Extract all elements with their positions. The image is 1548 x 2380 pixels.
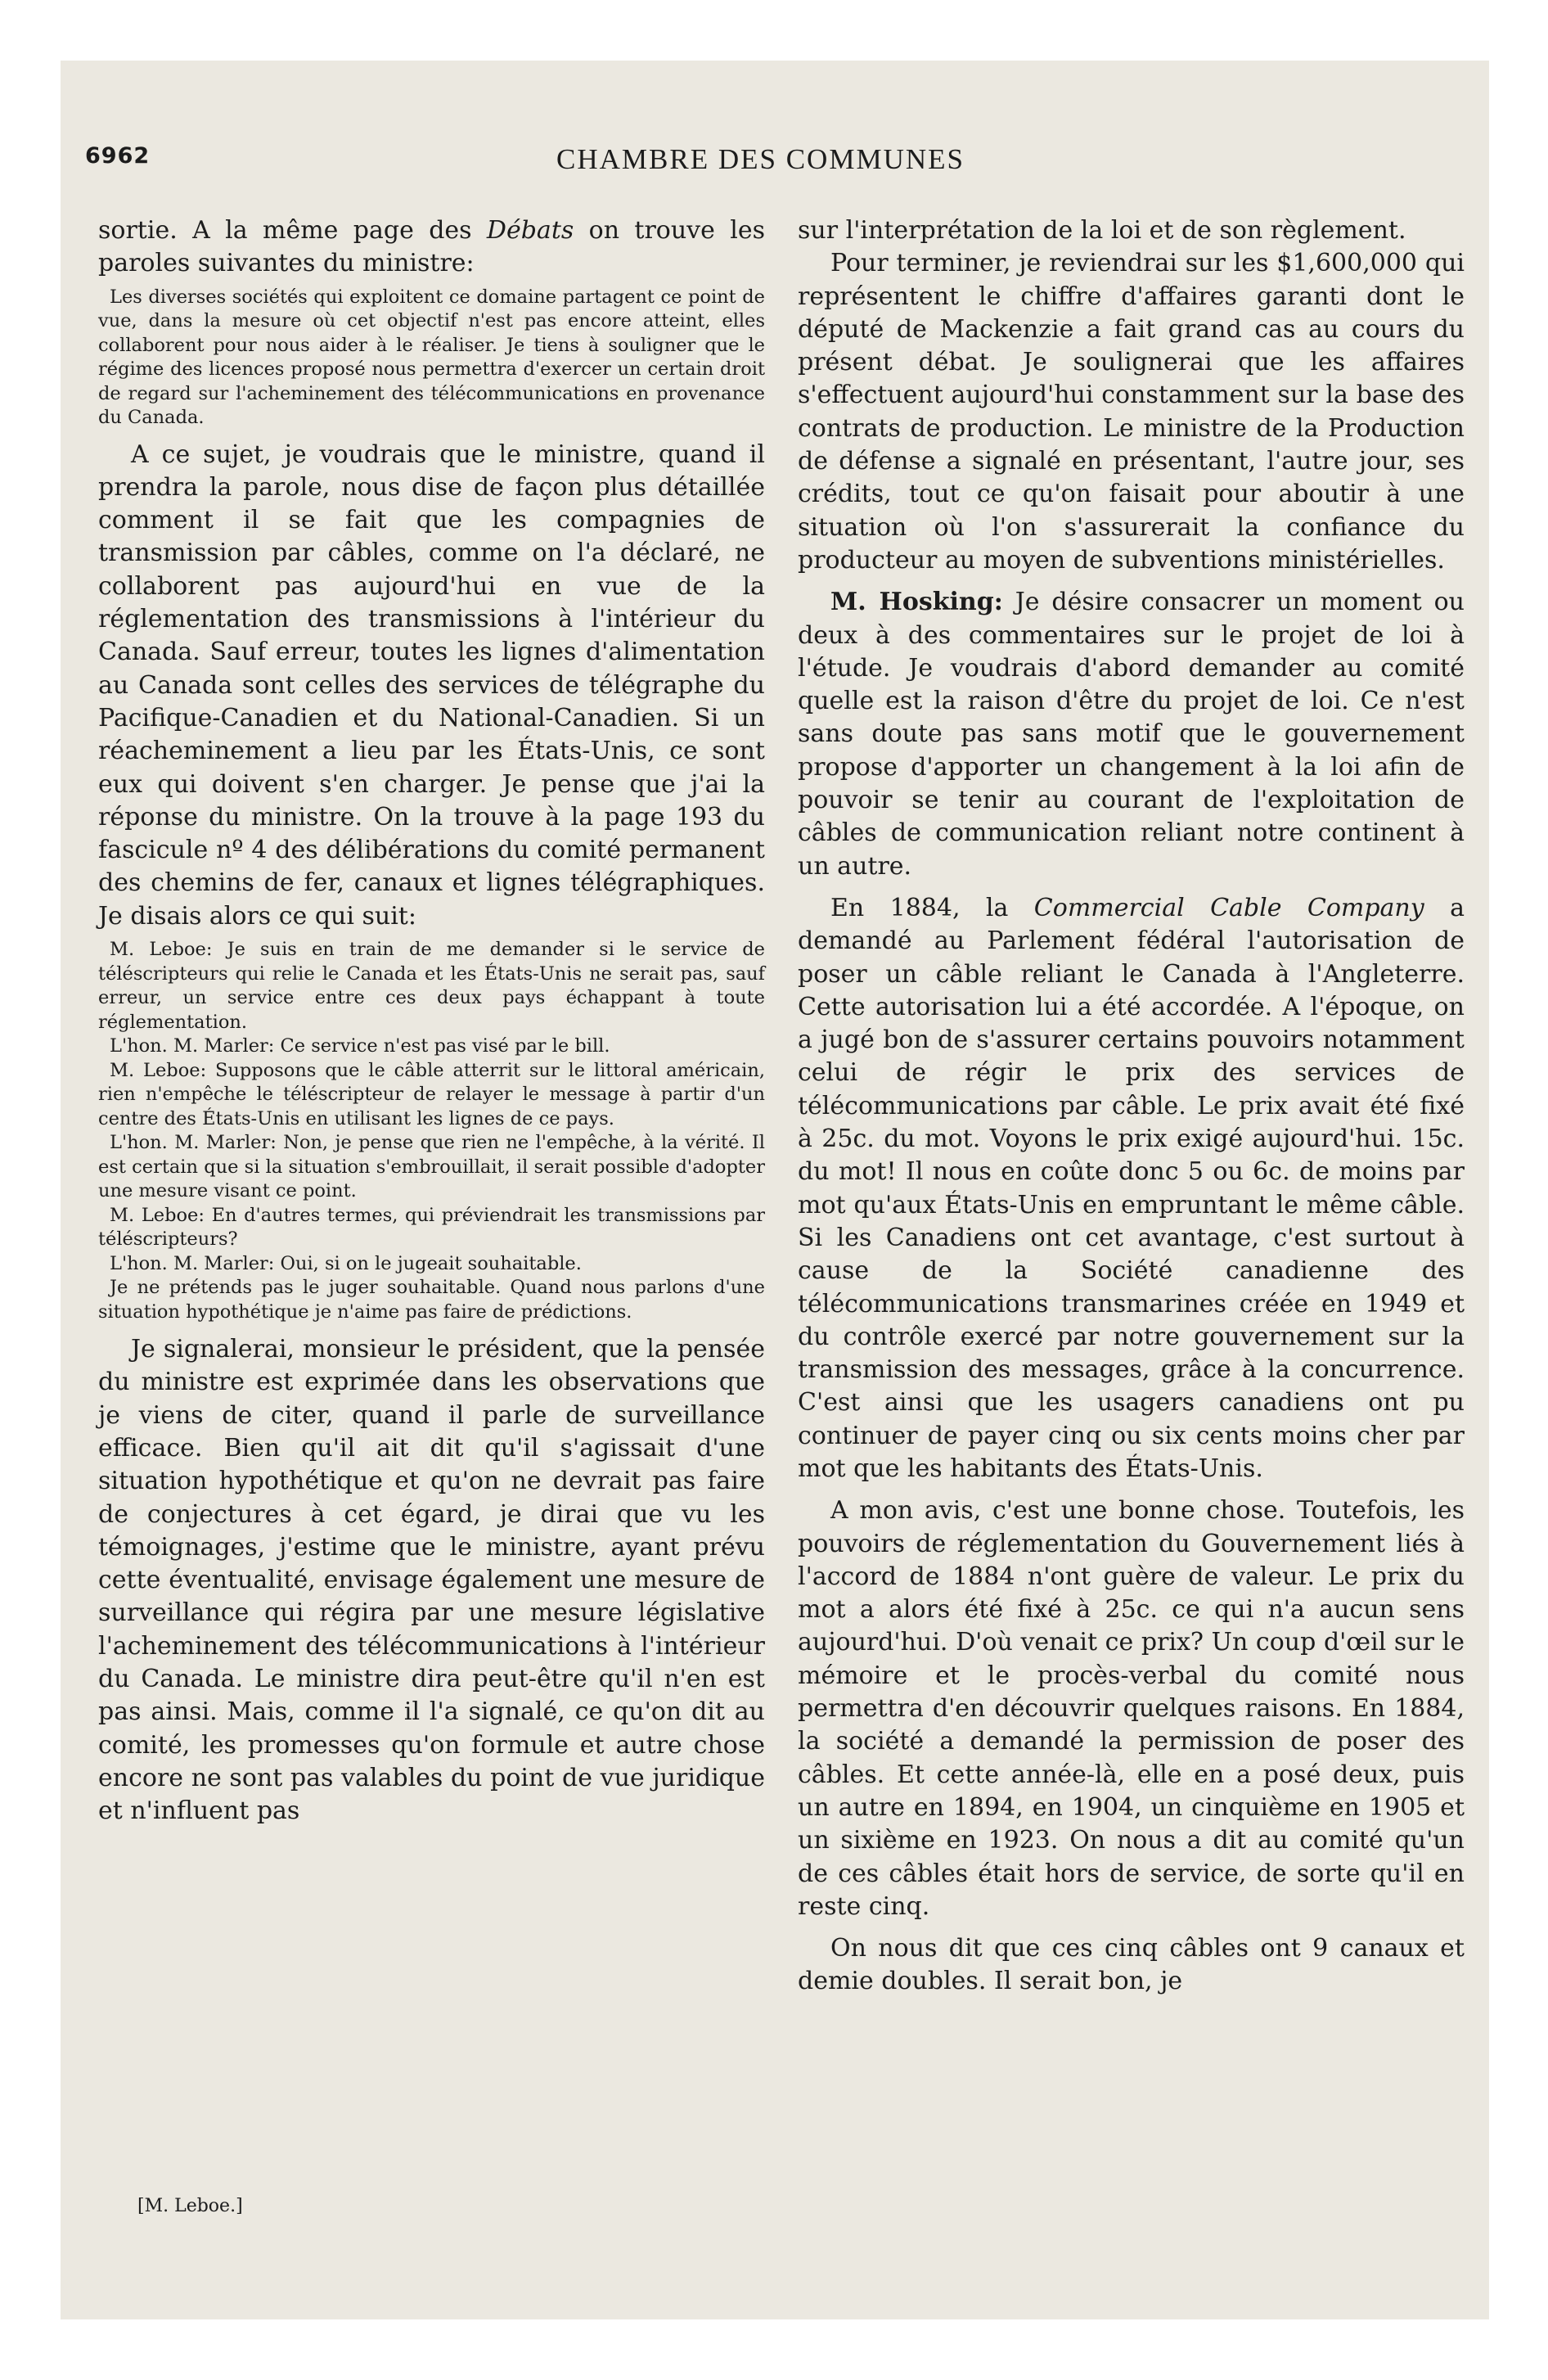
text-run: a demandé au Parlement fédéral l'autorisation de poser un câble reliant le Canada à l'Angleterre. Cette autorisation lui a été accordée. A l'époque, on a jugé bon de s'assurer certains pouvoirs notamment celui de régir le prix des services de télécommunications par câble. Le prix avait été fixé à 25c. du mot. Voyons le prix exigé aujourd'hui. 15c. du mot! Il nous en coûte donc 5 ou 6c. de moins par mot qu'aux États-Unis en empruntant le même câble. Si les Canadiens ont cet avantage, c'est surtout à cause de la Société canadienne des télécommunications transmarines créée en 1949 et du contrôle exercé par notre gouvernement sur la transmission des messages, grâce à la concurrence. C'est ainsi que les usagers canadiens ont pu continuer de payer cinq ou six cents moins cher par mot que les habitants des États-Unis.	[798, 893, 1465, 1483]
quote-block	[98, 286, 765, 430]
speaker-name: M. Hosking:	[830, 588, 1003, 617]
italic-company-name: Commercial Cable Company	[1033, 893, 1424, 922]
committee-transcript	[98, 938, 765, 1324]
text-run: on trouve les paroles suivantes du ministre:	[98, 216, 766, 278]
right-column	[798, 214, 1465, 1999]
transcript-line: L'hon. M. Marler: Ce service n'est pas visé par le bill.	[110, 1035, 610, 1057]
transcript-line: L'hon. M. Marler: Non, je pense que rien ne l'empêche, à la vérité. Il est certain que si la situation s'embrouillait, il serait possible d'adopter une mesure visant ce point.	[98, 1132, 765, 1202]
paragraph: A mon avis, c'est une bonne chose. Toutefois, les pouvoirs de réglementation du Gouvernement liés à l'accord de 1884 n'ont guère de valeur. Le prix du mot a alors été fixé à 25c. ce qui n'a aucun sens aujourd'hui. D'où venait ce prix? Un coup d'œil sur le mémoire et le procès-verbal du comité nous permettra d'en découvrir quelques raisons. En 1884, la société a demandé la permission de poser des câbles. Et cette année-là, elle en a posé deux, puis un autre en 1894, en 1904, un cinquième en 1905 et un sixième en 1923. On nous a dit au comité qu'un de ces câbles était hors de service, de sorte qu'il en reste cinq.	[798, 1496, 1465, 1921]
paragraph: On nous dit que ces cinq câbles ont 9 canaux et demie doubles. Il serait bon, je	[798, 1934, 1465, 1996]
paragraph: A ce sujet, je voudrais que le ministre, quand il prendra la parole, nous dise de façon plus détaillée comment il se fait que les compagnies de transmission par câbles, comme on l'a déclaré, ne collaborent pas aujourd'hui en vue de la réglementation des transmissions à l'intérieur du Canada. Sauf erreur, toutes les lignes d'alimentation au Canada sont celles des services de télégraphe du Pacifique-Canadien et du National-Canadien. Si un réacheminement a lieu par les États-Unis, ce sont eux qui doivent s'en charger. Je pense que j'ai la réponse du ministre. On la trouve à la page 193 du fascicule nº 4 des délibérations du comité permanent des chemins de fer, canaux et lignes télégraphiques. Je disais alors ce qui suit:	[98, 439, 765, 931]
paragraph: Je signalerai, monsieur le président, que la pensée du ministre est exprimée dans les observations que je viens de citer, quand il parle de surveillance efficace. Bien qu'il ait dit qu'il s'agissait d'une situation hypothétique et qu'on ne devrait pas faire de conjectures à cet égard, je dirai que vu les témoignages, j'estime que le ministre, ayant prévu cette éventualité, envisage également une mesure de surveillance qui régira par une mesure législative l'acheminement des télécommunications à l'intérieur du Canada. Le ministre dira peut-être qu'il n'en est pas ainsi. Mais, comme il l'a signalé, ce qu'on dit au comité, les promesses qu'on formule et autre chose encore ne sont pas valables du point de vue juridique et n'influent pas	[98, 1335, 765, 1826]
paragraph: sur l'interprétation de la loi et de son règlement.	[798, 216, 1406, 245]
italic-title: Débats	[486, 216, 574, 245]
transcript-line: M. Leboe: Supposons que le câble atterrit sur le littoral américain, rien n'empêche le téléscripteur de relayer le message à partir d'un centre des États-Unis en utilisant les lignes de ce pays.	[98, 1059, 765, 1129]
running-head: CHAMBRE DES COMMUNES	[556, 143, 965, 175]
paragraph	[798, 892, 1465, 1485]
paragraph: Pour terminer, je reviendrai sur les $1,600,000 qui représentent le chiffre d'affaires garanti dont le député de Mackenzie a fait grand cas au cours du présent débat. Je soulignerai que les affaires s'effectuent aujourd'hui constamment sur la base des contrats de production. Le ministre de la Production de défense a signalé en présentant, l'autre jour, ses crédits, tout ce qu'on faisait pour aboutir à une situation où l'on s'assurerait la confiance du producteur au moyen de subventions ministérielles.	[798, 249, 1465, 575]
page-number: 6962	[85, 143, 151, 169]
paragraph	[98, 214, 765, 281]
transcript-line: M. Leboe: Je suis en train de me demander si le service de téléscripteurs qui relie le Canada et les États-Unis ne serait pas, sauf erreur, un service entre ces deux pays échappant à toute réglementation.	[98, 939, 765, 1033]
transcript-line: Je ne prétends pas le juger souhaitable. Quand nous parlons d'une situation hypothétique je n'aime pas faire de prédictions.	[98, 1277, 765, 1323]
page-header	[83, 143, 1465, 184]
transcript-line: L'hon. M. Marler: Oui, si on le jugeait souhaitable.	[110, 1252, 582, 1274]
paragraph	[798, 586, 1465, 883]
left-column	[98, 214, 765, 1828]
text-run: Je désire consacrer un moment ou deux à des commentaires sur le projet de loi à l'étude. Je voudrais d'abord demander au comité quelle est la raison d'être du projet de loi. Ce n'est sans doute pas sans motif que le gouvernement propose d'apporter un changement à la loi afin de pouvoir se tenir au courant de l'exploitation de câbles de communication reliant notre continent à un autre.	[798, 588, 1465, 881]
text-run: sortie. A la même page des	[98, 216, 487, 245]
text-run: En 1884, la	[830, 893, 1034, 922]
speaker-footer: [M. Leboe.]	[137, 2196, 243, 2216]
quote-text: Les diverses sociétés qui exploitent ce domaine partagent ce point de vue, dans la mesure où cet objectif n'est pas encore atteint, elles collaborent pour nous aider à le réaliser. Je tiens à souligner que le régime des licences proposé nous permettra d'exercer un certain droit de regard sur l'acheminement des télécommunications en provenance du Canada.	[98, 286, 765, 429]
transcript-line: M. Leboe: En d'autres termes, qui préviendrait les transmissions par téléscripteurs?	[98, 1204, 765, 1251]
